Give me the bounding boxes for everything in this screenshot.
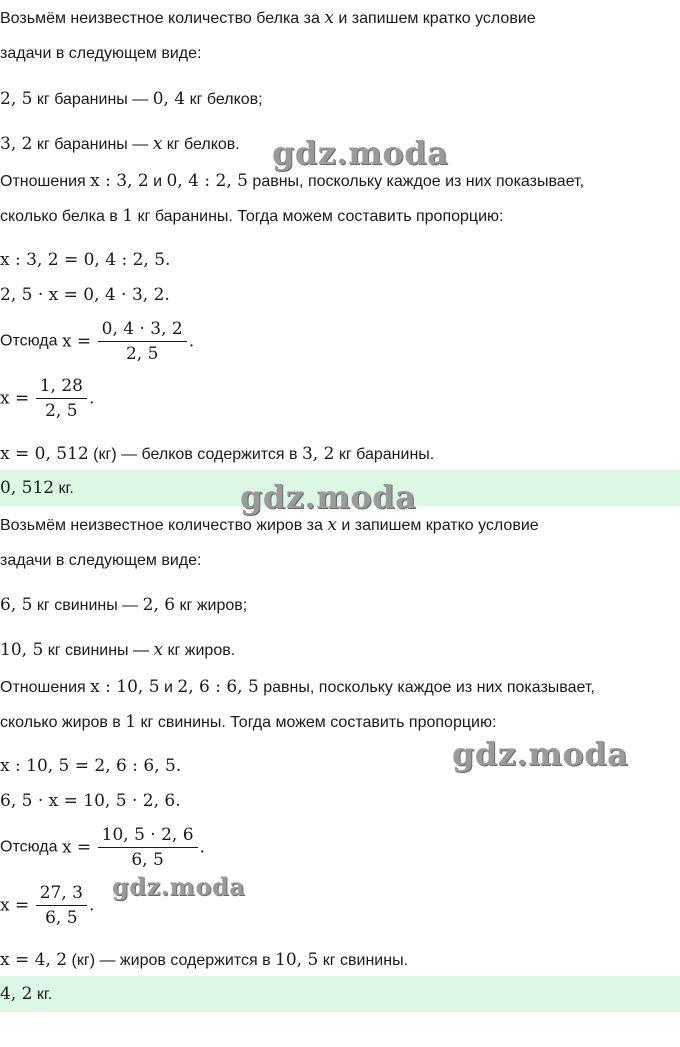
fat-ratio-line2: сколько жиров в 1 кг свинины. Тогда можем составить пропорцию: (0, 712, 497, 732)
protein-equation-1: x : 3, 2 = 0, 4 : 2, 5. (0, 250, 171, 270)
protein-intro-line1: Возьмём неизвестное количество белка за x и запишем кратко условие (0, 8, 536, 28)
watermark: gdz.moda (452, 735, 629, 773)
protein-result: x = 0, 512 (кг) — белков содержится в 3, 2 кг баранины. (0, 444, 435, 464)
protein-answer: 0, 512 кг. (0, 478, 74, 498)
fat-fraction-2: $\frac{27, 3}{6, 5}$ (36, 882, 87, 929)
fat-intro-line2: задачи в следующем виде: (0, 552, 202, 569)
fat-condition-2: 10, 5 кг свинины — x кг жиров. (0, 640, 236, 660)
fat-equation-3: Отсюда x = $\frac{10, 5 \cdot 2, 6}{6, 5}$ . (0, 825, 205, 870)
watermark: gdz.moda (112, 872, 246, 901)
fat-condition-1: 6, 5 кг свинины — 2, 6 кг жиров; (0, 595, 248, 615)
protein-equation-2: 2, 5 · x = 0, 4 · 3, 2. (0, 285, 170, 305)
fat-ratio-line1: Отношения x : 10, 5 и 2, 6 : 6, 5 равны, поскольку каждое из них показывает, (0, 677, 595, 697)
watermark: gdz.moda (240, 478, 417, 516)
fat-intro-line1: Возьмём неизвестное количество жиров за x и запишем кратко условие (0, 515, 539, 535)
protein-equation-4: x = $\frac{1, 28}{2, 5}$ . (0, 376, 95, 421)
protein-ratio-line1: Отношения x : 3, 2 и 0, 4 : 2, 5 равны, поскольку каждое из них показывает, (0, 171, 585, 191)
protein-equation-3: Отсюда x = $\frac{0, 4 \cdot 3, 2}{2, 5}$ . (0, 319, 195, 364)
watermark: gdz.moda (272, 134, 449, 172)
protein-fraction-2: $\frac{1, 28}{2, 5}$ (36, 375, 87, 422)
protein-ratio-line2: сколько белка в 1 кг баранины. Тогда можем составить пропорцию: (0, 206, 504, 226)
protein-condition-1: 2, 5 кг баранины — 0, 4 кг белков; (0, 89, 263, 109)
protein-condition-2: 3, 2 кг баранины — x кг белков. (0, 134, 240, 154)
fat-equation-4: x = $\frac{27, 3}{6, 5}$ . (0, 883, 95, 928)
protein-fraction-1: $\frac{0, 4 \cdot 3, 2}{2, 5}$ (98, 318, 187, 365)
fat-fraction-1: $\frac{10, 5 \cdot 2, 6}{6, 5}$ (98, 824, 198, 871)
fat-equation-2: 6, 5 · x = 10, 5 · 2, 6. (0, 791, 181, 811)
fat-equation-1: x : 10, 5 = 2, 6 : 6, 5. (0, 756, 182, 776)
protein-intro-line2: задачи в следующем виде: (0, 45, 202, 62)
fat-result: x = 4, 2 (кг) — жиров содержится в 10, 5 кг свинины. (0, 950, 409, 970)
fat-answer-box (0, 976, 680, 1012)
fat-answer: 4, 2 кг. (0, 984, 53, 1004)
